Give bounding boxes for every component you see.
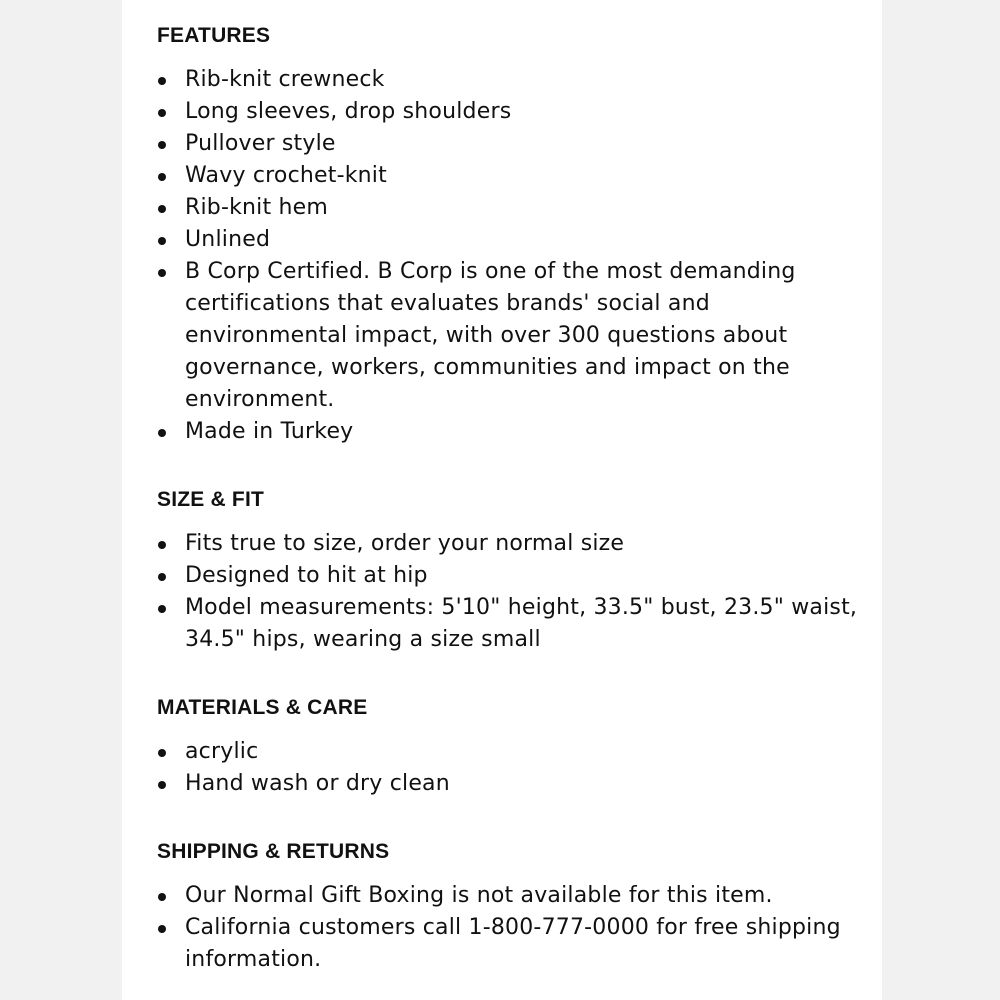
list-item: Rib-knit hem xyxy=(157,192,862,224)
product-details-panel xyxy=(122,0,882,1000)
shipping-returns-section xyxy=(157,838,862,976)
list-item: Fits true to size, order your normal size xyxy=(157,528,862,560)
materials-care-heading: MATERIALS & CARE xyxy=(157,696,368,719)
list-item: Rib-knit crewneck xyxy=(157,64,862,96)
materials-care-list xyxy=(157,736,862,800)
size-fit-list xyxy=(157,528,862,656)
shipping-returns-list xyxy=(157,880,862,976)
list-item: Pullover style xyxy=(157,128,862,160)
list-item: Unlined xyxy=(157,224,862,256)
features-heading: FEATURES xyxy=(157,24,271,47)
list-item: California customers call 1-800-777-0000 for free shipping information. xyxy=(157,912,862,976)
list-item: Model measurements: 5'10" height, 33.5" bust, 23.5" waist, 34.5" hips, wearing a size small xyxy=(157,592,862,656)
size-fit-section xyxy=(157,486,862,656)
list-item: Long sleeves, drop shoulders xyxy=(157,96,862,128)
shipping-returns-heading: SHIPPING & RETURNS xyxy=(157,840,390,863)
list-item: Wavy crochet-knit xyxy=(157,160,862,192)
list-item: Designed to hit at hip xyxy=(157,560,862,592)
list-item: Hand wash or dry clean xyxy=(157,768,862,800)
features-list xyxy=(157,64,862,448)
list-item: Our Normal Gift Boxing is not available for this item. xyxy=(157,880,862,912)
list-item: Made in Turkey xyxy=(157,416,862,448)
features-section xyxy=(157,22,862,448)
list-item: acrylic xyxy=(157,736,862,768)
materials-care-section xyxy=(157,694,862,800)
list-item: B Corp Certified. B Corp is one of the most demanding certifications that evaluates brands' social and environmental impact, with over 300 questions about governance, workers, communities and impact on the environment. xyxy=(157,256,862,416)
size-fit-heading: SIZE & FIT xyxy=(157,488,264,511)
